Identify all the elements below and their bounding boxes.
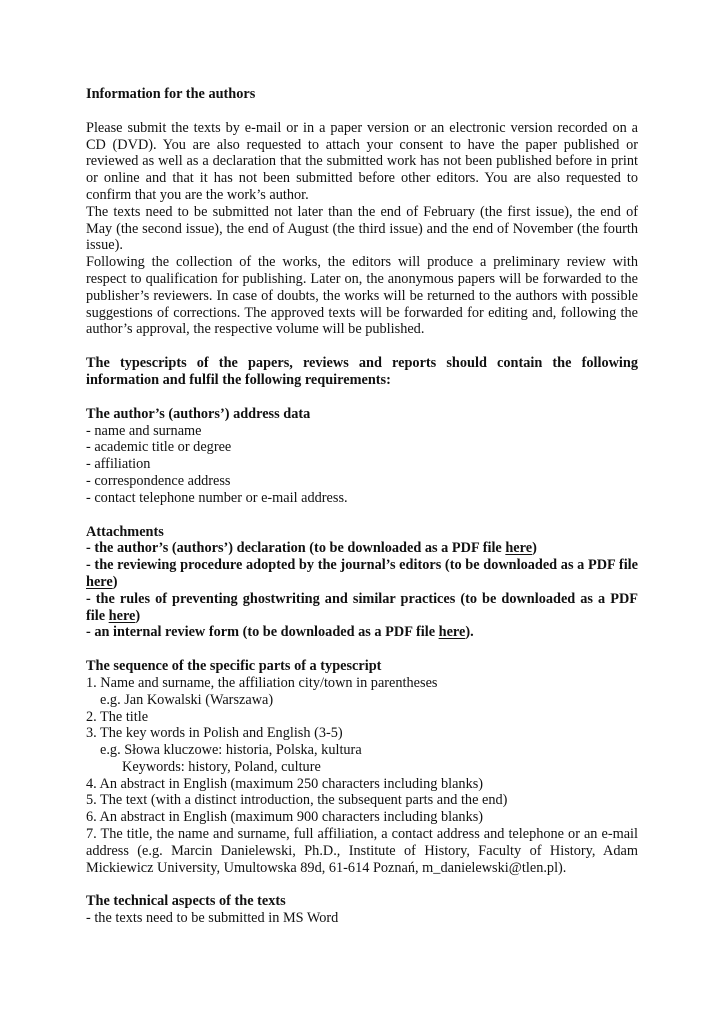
attachment-text: - the author’s (authors’) declaration (to be downloaded as a PDF file	[86, 540, 506, 557]
ghostwriting-rules-download-link[interactable]: here	[108, 607, 136, 624]
attachment-text: - an internal review form (to be downloaded as a PDF file	[86, 624, 439, 641]
sequence-heading: The sequence of the specific parts of a typescript	[86, 658, 382, 675]
intro-paragraph-submission: Please submit the texts by e-mail or in a paper version or an electronic version recorded on a CD (DVD). You are also requested to attach your consent to have the paper published or reviewed as well as a declaration that the submitted work has not been published before in print or online and that it has not been submitted before other editors. You are also requested to confirm that you are the work’s author.	[86, 119, 638, 203]
address-heading: The author’s (authors’) address data	[86, 405, 311, 422]
attachment-close: )	[532, 540, 537, 557]
address-item: - correspondence address	[86, 472, 231, 489]
address-item: - contact telephone number or e-mail address.	[86, 489, 348, 506]
intro-paragraph-review-process: Following the collection of the works, the editors will produce a preliminary review with respect to qualification for publishing. Later on, the anonymous papers will be forwarded to the publisher’s reviewers. In case of doubts, the works will be returned to the authors with possible suggestions of corrections. The approved texts will be forwarded for editing and, following the author’s approval, the respective volume will be published.	[86, 254, 638, 338]
address-item: - affiliation	[86, 456, 151, 473]
attachment-item-reviewing-procedure	[86, 557, 638, 591]
attachment-close: )	[112, 573, 118, 590]
sequence-item: 1. Name and surname, the affiliation city/town in parentheses	[86, 674, 438, 691]
declaration-download-link[interactable]: here	[505, 540, 533, 557]
technical-section	[86, 893, 638, 927]
address-item: - name and surname	[86, 422, 202, 439]
address-section	[86, 406, 638, 507]
attachment-item-review-form	[86, 624, 638, 641]
sequence-item: 3. The key words in Polish and English (3-5)	[86, 725, 343, 742]
document-page	[86, 86, 638, 927]
sequence-example: e.g. Jan Kowalski (Warszawa)	[100, 691, 274, 708]
sequence-item: 2. The title	[86, 708, 149, 725]
attachment-close: ).	[465, 624, 474, 641]
sequence-section	[86, 658, 638, 876]
sequence-example: Keywords: history, Poland, culture	[122, 758, 321, 775]
requirements-heading: The typescripts of the papers, reviews and reports should contain the following information and fulfil the following requirements:	[86, 355, 638, 388]
technical-item: - the texts need to be submitted in MS Word	[86, 910, 339, 927]
sequence-item: 7. The title, the name and surname, full affiliation, a contact address and telephone or an e-mail address (e.g. Marcin Danielewski, Ph.D., Institute of History, Faculty of History, Adam Mickiewicz University, Umultowska 89d, 61-614 Poznań, m_danielewski@tlen.pl).	[86, 826, 638, 876]
attachment-text: - the rules of preventing ghostwriting and similar practices (to be downloaded as a PDF file	[86, 590, 638, 624]
attachment-text: - the reviewing procedure adopted by the journal’s editors (to be downloaded as a PDF file	[86, 557, 638, 574]
technical-heading: The technical aspects of the texts	[86, 893, 286, 910]
attachments-section	[86, 524, 638, 642]
attachments-heading: Attachments	[86, 523, 164, 540]
page-title: Information for the authors	[86, 86, 256, 102]
attachment-close: )	[135, 607, 141, 624]
intro-paragraph-deadlines: The texts need to be submitted not later than the end of February (the first issue), the end of May (the second issue), the end of August (the third issue) and the end of November (the fourth issue).	[86, 203, 638, 254]
sequence-item: 5. The text (with a distinct introduction, the subsequent parts and the end)	[86, 792, 508, 809]
address-item: - academic title or degree	[86, 439, 232, 456]
attachment-item-declaration	[86, 540, 638, 557]
sequence-item: 4. An abstract in English (maximum 250 characters including blanks)	[86, 775, 484, 792]
sequence-example: e.g. Słowa kluczowe: historia, Polska, kultura	[100, 742, 362, 759]
reviewing-procedure-download-link[interactable]: here	[86, 573, 113, 590]
sequence-item: 6. An abstract in English (maximum 900 characters including blanks)	[86, 809, 484, 826]
attachment-item-ghostwriting-rules	[86, 591, 638, 625]
review-form-download-link[interactable]: here	[438, 624, 466, 641]
